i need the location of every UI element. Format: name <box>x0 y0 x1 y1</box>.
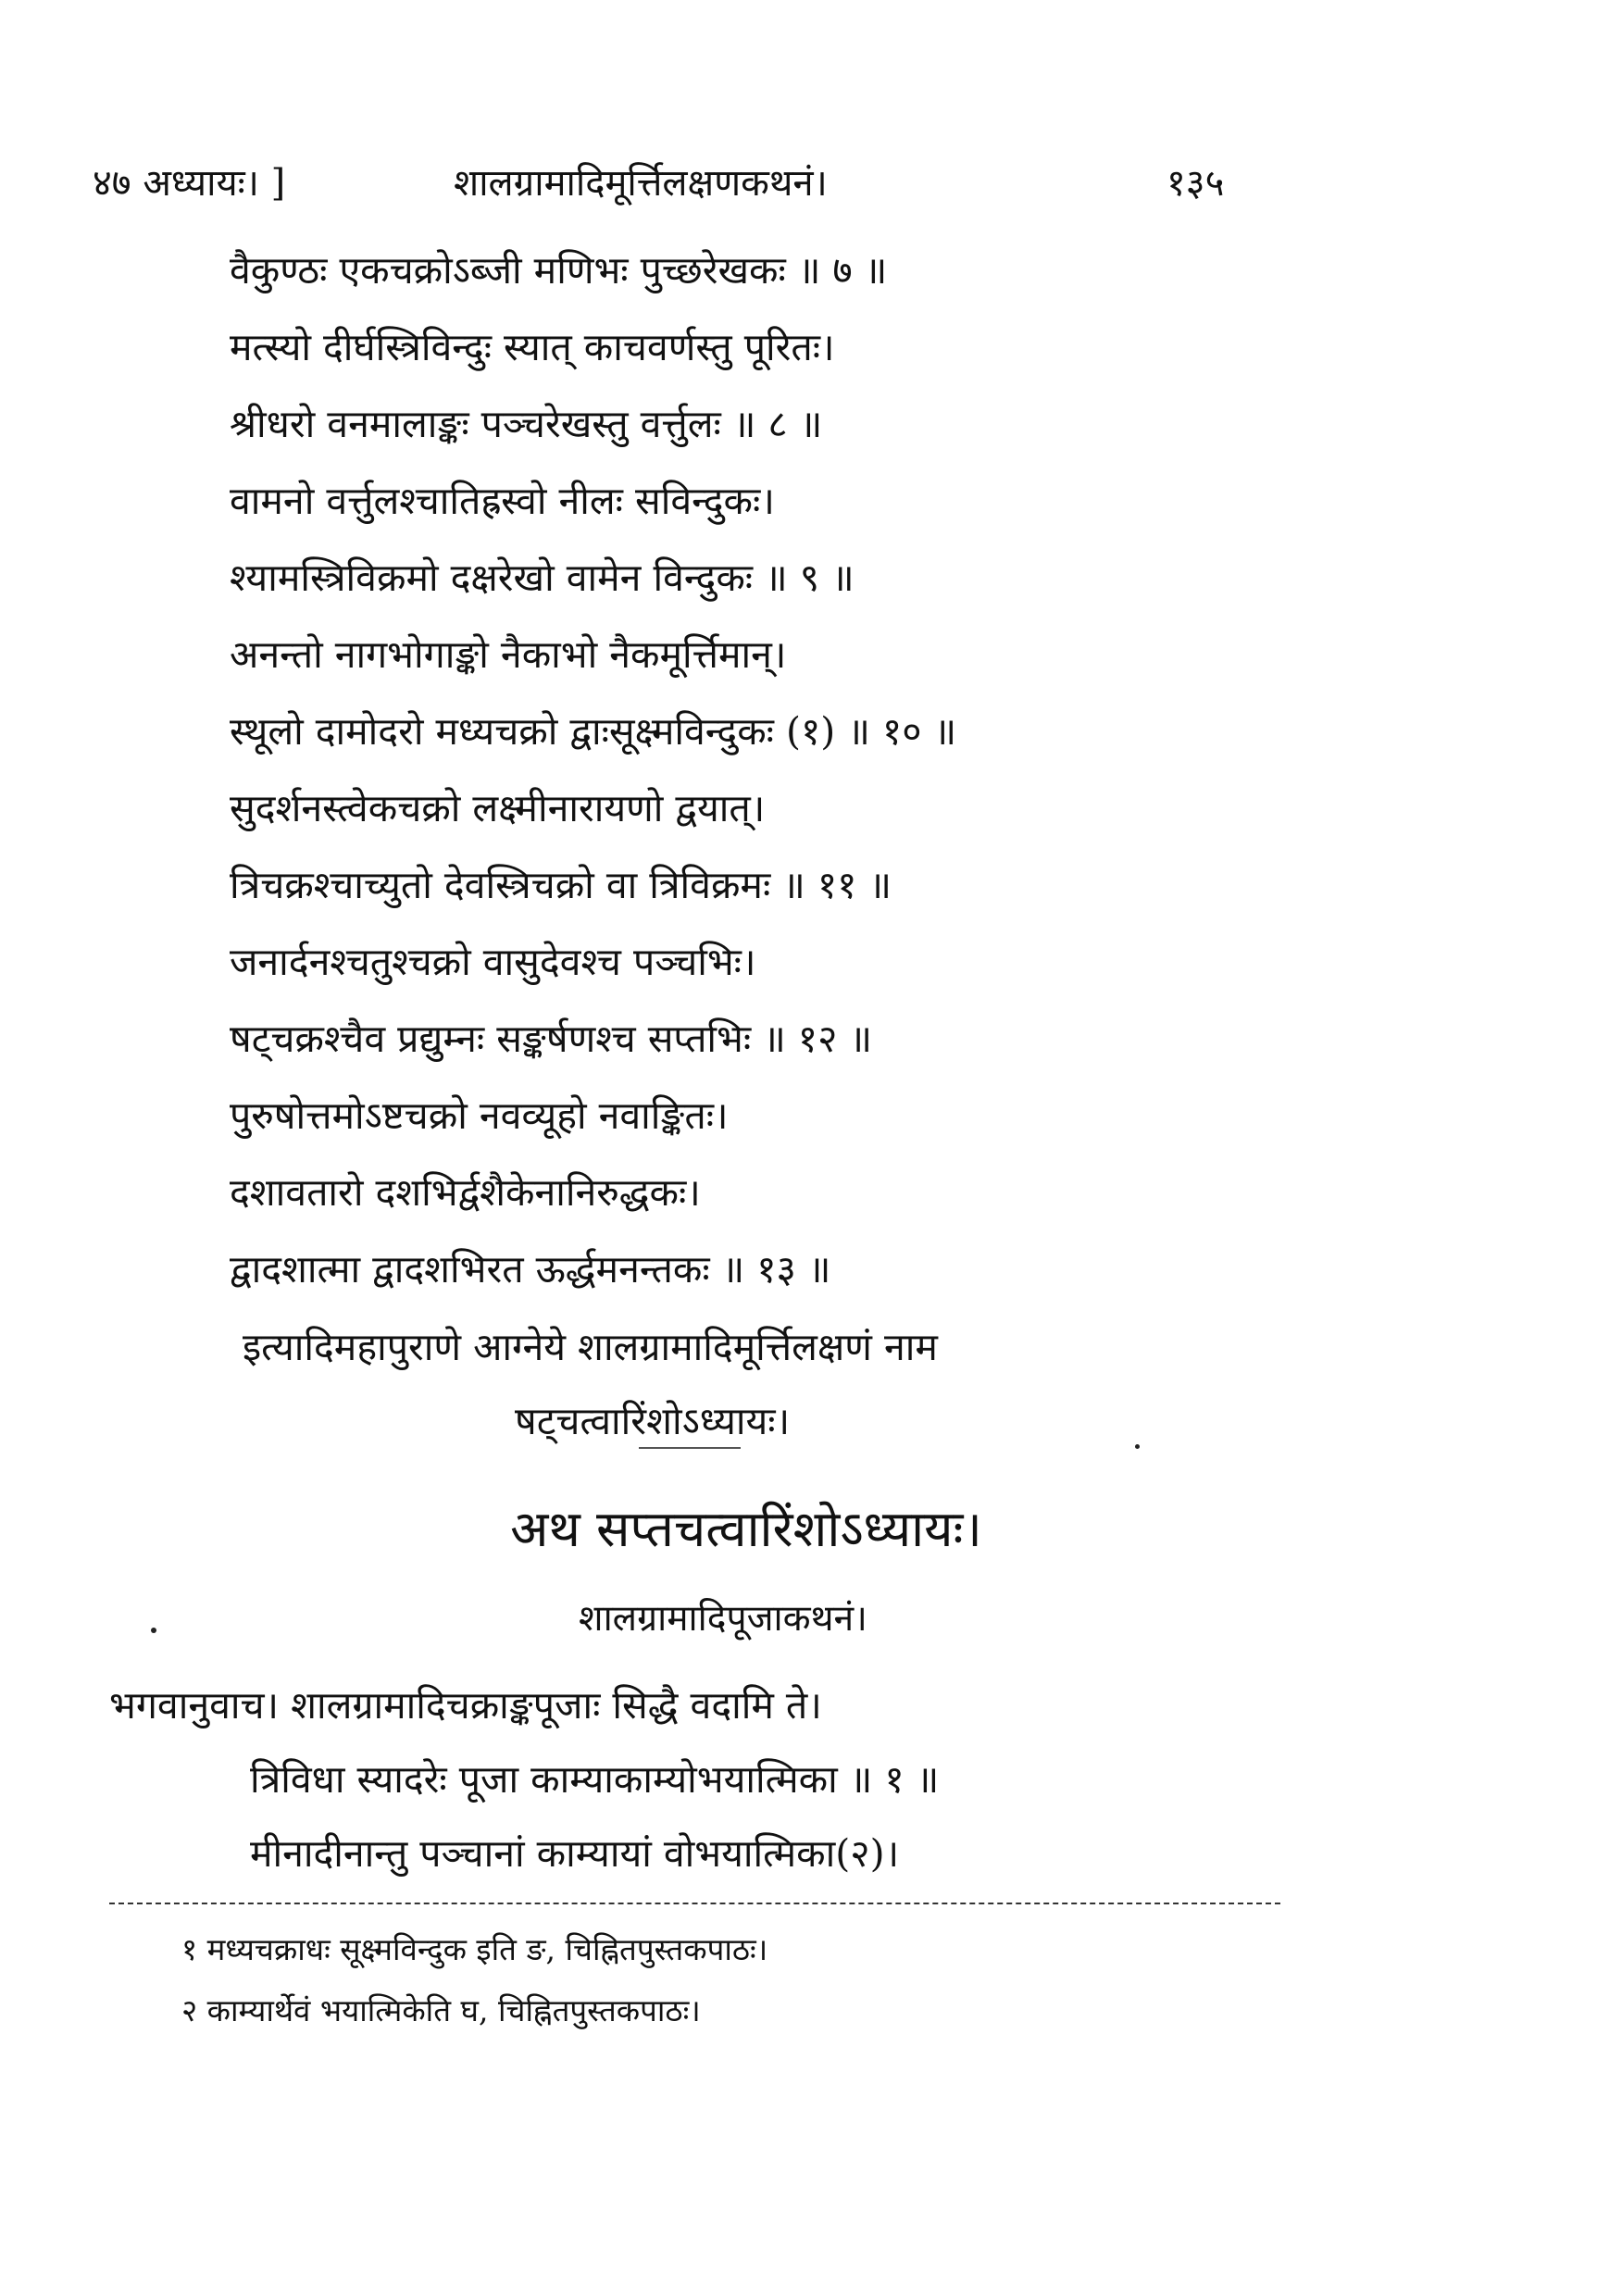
verse-line: जनार्दनश्चतुश्चक्रो वासुदेवश्च पञ्चभिः। <box>230 940 756 984</box>
verse-line: त्रिचक्रश्चाच्युतो देवस्त्रिचक्रो वा त्रिविक्रमः ॥ ११ ॥ <box>230 863 892 907</box>
colophon-line-1: इत्यादिमहापुराणे आग्नेये शालग्रामादिमूर्त्तिलक्षणं नाम <box>243 1325 938 1369</box>
running-title: शालग्रामादिमूर्त्तिलक्षणकथनं। <box>454 162 828 205</box>
verse-line: मत्स्यो दीर्घस्त्रिविन्दुः स्यात् काचवर्णस्तु पूरितः। <box>230 325 835 369</box>
footnote: १ मध्यचक्राधः सूक्ष्मविन्दुक इति ङ, चिह्नितपुस्तकपाठः। <box>181 1931 768 1967</box>
print-speck <box>1135 1444 1140 1449</box>
page-header <box>93 156 1259 211</box>
subheading-text: शालग्रामादिपूजाकथनं। <box>579 1598 867 1640</box>
colophon-line-2: षट्चत्वारिंशोऽध्यायः। <box>515 1399 791 1443</box>
verse-line: पुरुषोत्तमोऽष्टचक्रो नवव्यूहो नवाङ्कितः। <box>230 1093 729 1138</box>
verse-line: वैकुण्ठः एकचक्रोऽब्जी मणिभः पुच्छरेखकः ॥ ७ ॥ <box>230 248 888 293</box>
chapter-subheading <box>0 1592 1622 1641</box>
body-line: मीनादीनान्तु पञ्चानां काम्यायां वोभयात्मिका(२)। <box>250 1831 900 1876</box>
verse-line: षट्चक्रश्चैव प्रद्युम्नः सङ्कर्षणश्च सप्तभिः ॥ १२ ॥ <box>230 1017 873 1061</box>
verse-line: दशावतारो दशभिर्द्वशैकेनानिरुद्धकः। <box>230 1170 701 1215</box>
footnote: २ काम्यार्थेवं भयात्मिकेति घ, चिह्नितपुस्तकपाठः। <box>181 1992 701 2028</box>
verse-line: श्यामस्त्रिविक्रमो दक्षरेखो वामेन विन्दुकः ॥ ९ ॥ <box>230 555 855 600</box>
verse-line: स्थूलो दामोदरो मध्यचक्रो द्वाःसूक्ष्मविन्दुकः (१) ॥ १० ॥ <box>230 709 957 754</box>
chapter-title <box>0 1492 1622 1561</box>
chapter-title-text: अथ सप्तचत्वारिंशोऽध्यायः। <box>510 1500 982 1558</box>
body-line: त्रिविधा स्यादरेः पूजा काम्याकाम्योभयात्मिका ॥ १ ॥ <box>250 1757 940 1802</box>
page-number: १३५ <box>1167 162 1225 205</box>
body-line: भगवानुवाच। शालग्रामादिचक्राङ्कपूजाः सिद्धै वदामि ते। <box>109 1683 822 1728</box>
verse-line: सुदर्शनस्त्वेकचक्रो लक्ष्मीनारायणो द्वयात्। <box>230 786 766 830</box>
section-divider <box>639 1447 741 1449</box>
verse-line: श्रीधरो वनमालाङ्कः पञ्चरेखस्तु वर्त्तुलः ॥ ८ ॥ <box>230 402 823 446</box>
verse-line: वामनो वर्त्तुलश्चातिह्रस्वो नीलः सविन्दुकः। <box>230 479 775 523</box>
verse-line: अनन्तो नागभोगाङ्को नैकाभो नैकमूर्त्तिमान्। <box>230 632 787 677</box>
print-speck <box>151 1628 156 1633</box>
footnote-rule <box>109 1903 1280 1904</box>
chapter-reference: ४७ अध्यायः। ] <box>93 162 286 205</box>
verse-line: द्वादशात्मा द्वादशभिरत ऊर्द्धमनन्तकः ॥ १३ ॥ <box>230 1247 831 1292</box>
